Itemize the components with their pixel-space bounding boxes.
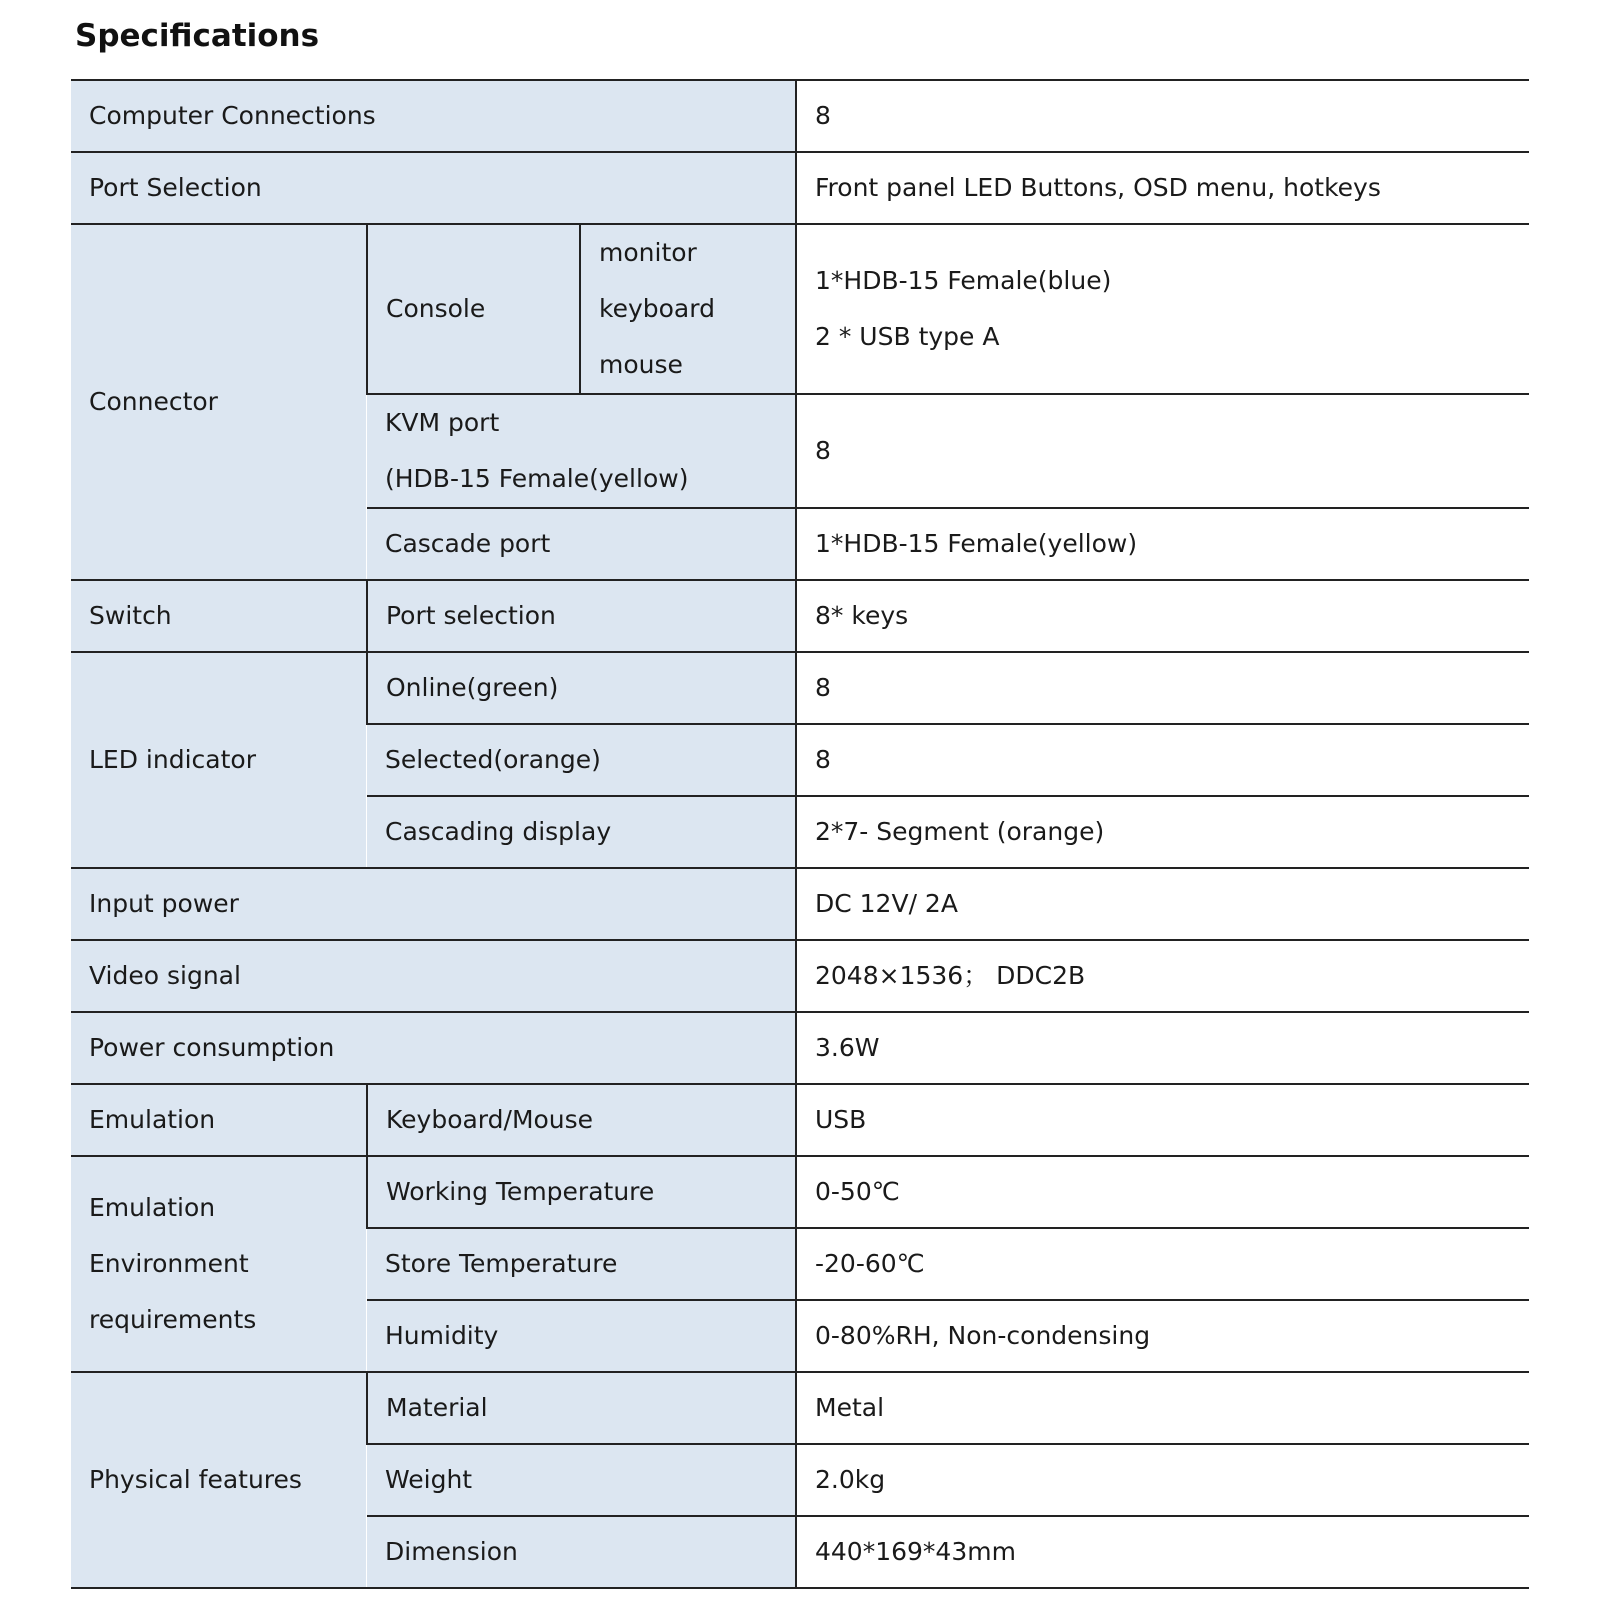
spec-label-connector: Connector: [71, 224, 367, 580]
spec-label-dimension: Dimension: [367, 1516, 796, 1588]
spec-value-power-consumption: 3.6W: [796, 1012, 1529, 1084]
spec-label-environment: [71, 1156, 367, 1372]
spec-label-weight: Weight: [367, 1444, 796, 1516]
spec-label-cascading-display: Cascading display: [367, 796, 796, 868]
console-value-usb: 2 * USB type A: [815, 322, 1000, 351]
spec-label-port-selection: Port Selection: [71, 152, 796, 224]
table-row: [71, 1372, 1529, 1444]
spec-value-humidity: 0-80%RH, Non-condensing: [796, 1300, 1529, 1372]
spec-value-keyboard-mouse: USB: [796, 1084, 1529, 1156]
table-row: [71, 152, 1529, 224]
spec-value-online: 8: [796, 652, 1529, 724]
spec-label-switch-port-selection: Port selection: [367, 580, 796, 652]
spec-value-video-signal: 2048×1536； DDC2B: [796, 940, 1529, 1012]
environment-label-line-1: Emulation: [89, 1193, 216, 1222]
console-item-mouse: mouse: [599, 350, 683, 379]
spec-label-cascade-port: Cascade port: [367, 508, 796, 580]
kvm-port-label-line-2: (HDB-15 Female(yellow): [385, 464, 689, 493]
spec-label-power-consumption: Power consumption: [71, 1012, 796, 1084]
spec-label-online: Online(green): [367, 652, 796, 724]
spec-label-store-temperature: Store Temperature: [367, 1228, 796, 1300]
spec-label-console-items: [580, 224, 796, 394]
spec-value-dimension: 440*169*43mm: [796, 1516, 1529, 1588]
spec-value-material: Metal: [796, 1372, 1529, 1444]
table-row: [71, 224, 1529, 394]
spec-label-selected: Selected(orange): [367, 724, 796, 796]
spec-value-switch-port-selection: 8* keys: [796, 580, 1529, 652]
spec-label-led-indicator: LED indicator: [71, 652, 367, 868]
console-item-keyboard: keyboard: [599, 294, 715, 323]
table-row: [71, 1012, 1529, 1084]
spec-label-emulation: Emulation: [71, 1084, 367, 1156]
table-row: [71, 1156, 1529, 1228]
kvm-port-label-line-1: KVM port: [385, 408, 500, 437]
spec-value-computer-connections: 8: [796, 80, 1529, 152]
spec-value-weight: 2.0kg: [796, 1444, 1529, 1516]
console-item-monitor: monitor: [599, 238, 697, 267]
spec-label-console: Console: [367, 224, 580, 394]
table-row: [71, 580, 1529, 652]
spec-value-selected: 8: [796, 724, 1529, 796]
spec-label-working-temperature: Working Temperature: [367, 1156, 796, 1228]
spec-label-keyboard-mouse: Keyboard/Mouse: [367, 1084, 796, 1156]
spec-value-port-selection: Front panel LED Buttons, OSD menu, hotkeys: [796, 152, 1529, 224]
spec-value-cascade-port: 1*HDB-15 Female(yellow): [796, 508, 1529, 580]
spec-label-material: Material: [367, 1372, 796, 1444]
specifications-table: [71, 79, 1529, 1589]
spec-value-cascading-display: 2*7- Segment (orange): [796, 796, 1529, 868]
spec-value-input-power: DC 12V/ 2A: [796, 868, 1529, 940]
spec-value-console: [796, 224, 1529, 394]
spec-label-kvm-port: [367, 394, 796, 508]
spec-label-humidity: Humidity: [367, 1300, 796, 1372]
spec-label-input-power: Input power: [71, 868, 796, 940]
table-row: [71, 940, 1529, 1012]
environment-label-line-2: Environment: [89, 1249, 249, 1278]
spec-label-computer-connections: Computer Connections: [71, 80, 796, 152]
spec-value-kvm-port: 8: [796, 394, 1529, 508]
environment-label-line-3: requirements: [89, 1305, 257, 1334]
spec-value-store-temperature: -20-60℃: [796, 1228, 1529, 1300]
table-row: [71, 80, 1529, 152]
spec-label-physical-features: Physical features: [71, 1372, 367, 1588]
table-row: [71, 1084, 1529, 1156]
spec-label-switch: Switch: [71, 580, 367, 652]
table-row: [71, 868, 1529, 940]
table-row: [71, 652, 1529, 724]
spec-value-working-temperature: 0-50℃: [796, 1156, 1529, 1228]
console-value-vga: 1*HDB-15 Female(blue): [815, 266, 1112, 295]
spec-label-video-signal: Video signal: [71, 940, 796, 1012]
page-title: Specifications: [75, 18, 320, 54]
